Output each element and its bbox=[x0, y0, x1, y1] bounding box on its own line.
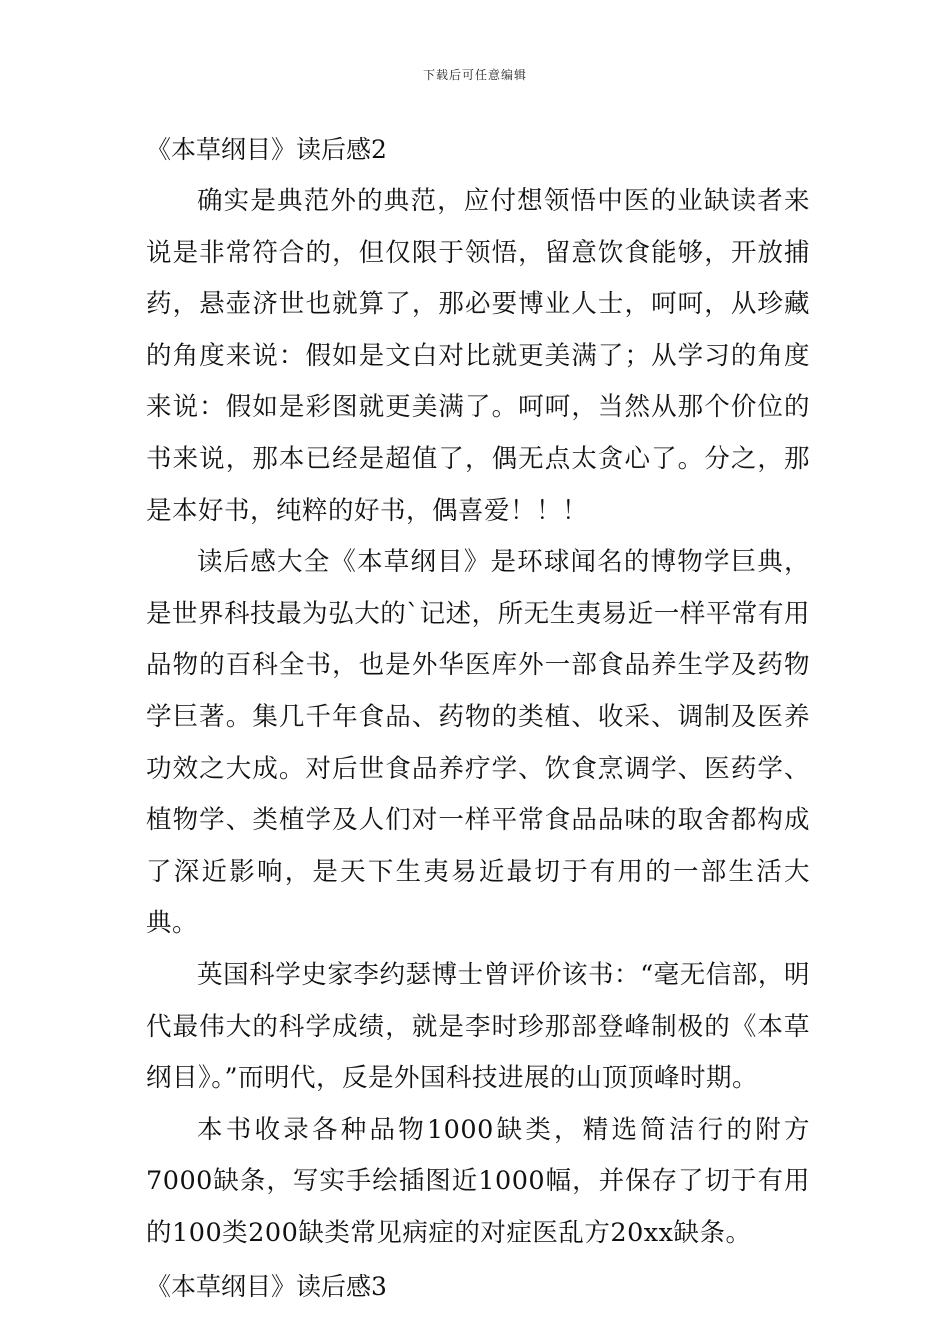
paragraph: 确实是典范外的典范，应付想领悟中医的业缺读者来说是非常符合的，但仅限于领悟，留意饮食能够，开放捕药，悬壶济世也就算了，那必要博业人士，呵呵，从珍藏的角度来说：假如是文白对比就更美满了；从学习的角度来说：假如是彩图就更美满了。呵呵，当然从那个价位的书来说，那本已经是超值了，偶无点太贪心了。分之，那是本好书，纯粹的好书，偶喜爱！！！ bbox=[146, 186, 810, 526]
document-body bbox=[146, 124, 810, 1313]
paragraph: 英国科学史家李约瑟博士曾评价该书：“毫无信部，明代最伟大的科学成绩，就是李时珍那部登峰制极的《本草纲目》。”而明代，反是外国科技进展的山顶顶峰时期。 bbox=[146, 959, 810, 1094]
paragraph: 读后感大全《本草纲目》是环球闻名的博物学巨典，是世界科技最为弘大的`记述，所无生夷易近一样平常有用品物的百科全书，也是外华医库外一部食品养生学及药物学巨著。集几千年食品、药物的类植、收采、调制及医养功效之大成。对后世食品养疗学、饮食烹调学、医药学、植物学、类植学及人们对一样平常食品品味的取舍都构成了深近影响，是天下生夷易近最切于有用的一部生活大典。 bbox=[146, 547, 810, 939]
section-title: 《本草纲目》读后感3 bbox=[146, 1272, 387, 1302]
page-header-note: 下载后可任意编辑 bbox=[422, 68, 527, 82]
paragraph: 本书收录各种品物1000缺类，精选简洁行的附方7000缺条，写实手绘插图近1000幅，并保存了切于有用的100类200缺类常见病症的对症医乱方20xx缺条。 bbox=[146, 1114, 810, 1248]
section-title: 《本草纲目》读后感2 bbox=[146, 135, 387, 164]
